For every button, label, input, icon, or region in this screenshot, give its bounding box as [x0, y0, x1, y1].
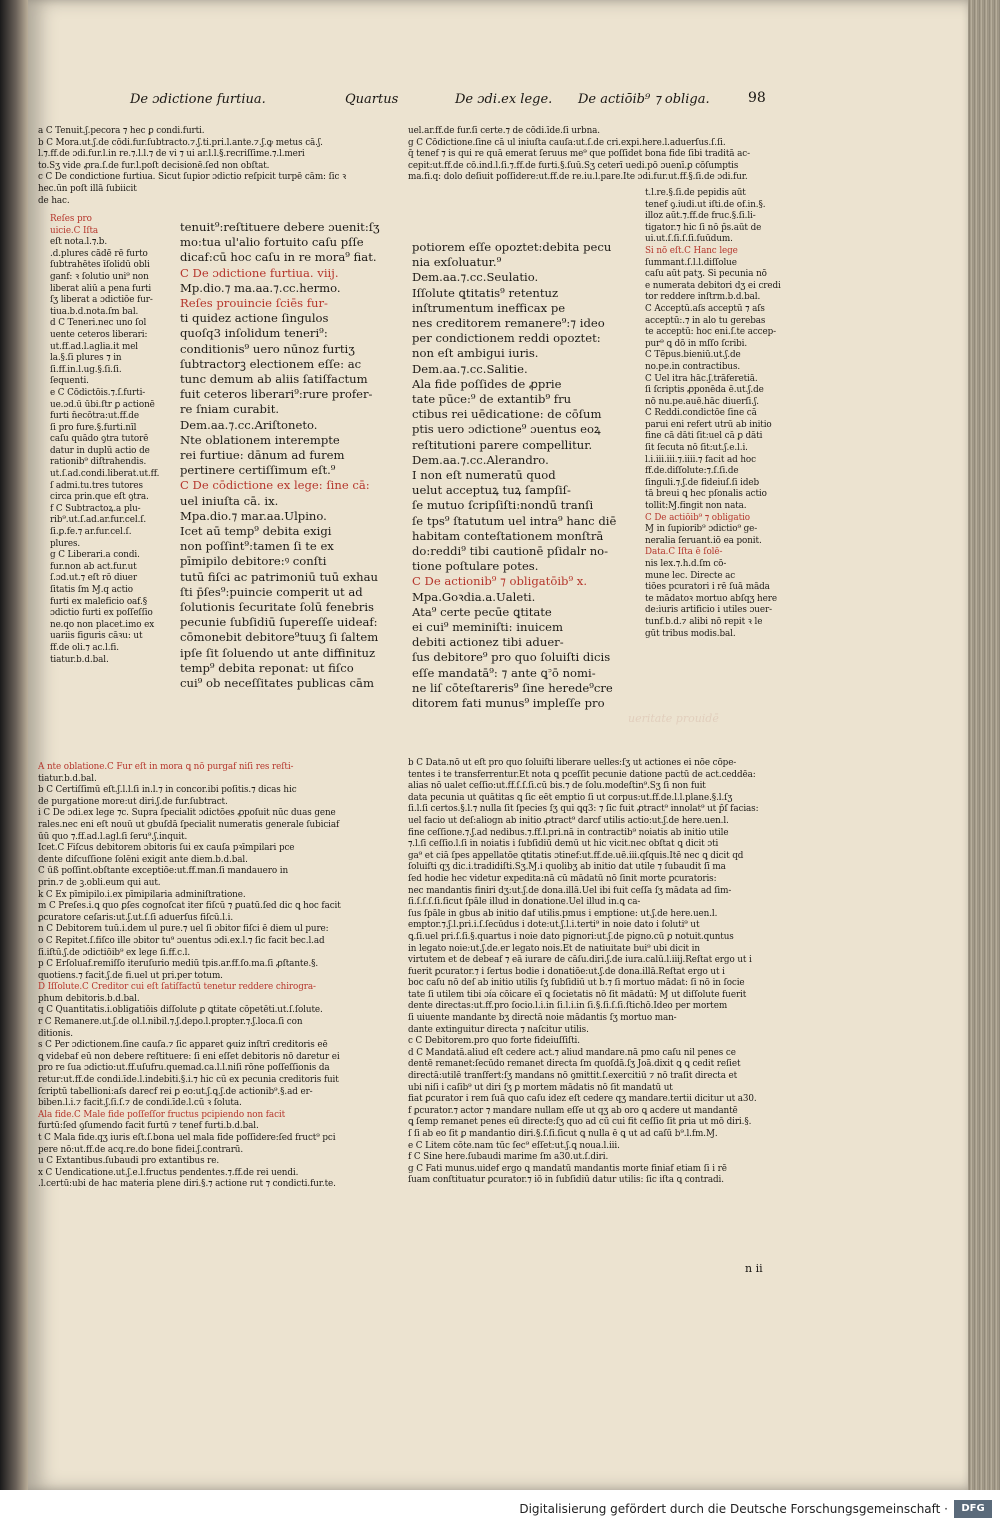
text-line: C ūß poſſint.obſtante exceptiōe:ut.ff.man.ſi mandauero in: [38, 866, 289, 877]
gloss-top-left: [38, 126, 393, 207]
running-head-right: De actiōib⁹ ⁊ obliga.: [578, 92, 710, 107]
text-line: D Iſſolute.C Creditor cui eſt ſatiſfactū tenetur reddere chirogra-: [38, 982, 316, 993]
text-line: te acceptū: hoc eni.ſ.te accep-: [645, 327, 776, 338]
text-line: de hac.: [38, 195, 70, 206]
text-line: tione poſtulare potes.: [412, 559, 539, 574]
text-line: ne.qo non placet.imo ex: [50, 619, 155, 630]
text-line: Reſes prouincie ſciēs fur-: [180, 296, 328, 311]
text-line: tiōes pcuratori i rē ſuā māda: [645, 582, 770, 593]
text-line: ſit ſecuta nō ſit:ut.ʃ.e.l.i.: [645, 443, 748, 454]
text-line: virtutem et de debeaf ⁊ eā iurare de cāſu.diri.ʃ.de iura.calū.l.iiij.Reſtat ergo ut i: [408, 955, 752, 966]
text-line: c C Debitorem.pro quo forte fideiuſſiſti.: [408, 1036, 580, 1047]
text-line: r C Remanere.ut.ʃ.de ol.l.nibil.⁊.ʃ.depo.l.propter.⁊.ʃ.loca.ſi con: [38, 1017, 303, 1028]
text-line: hec.ūn poſt illā ſubiicit: [38, 183, 137, 194]
text-line: fur.non ab act.fur.ut: [50, 561, 137, 572]
text-line: fuerit ꝑcurator.⁊ i ſertus bodie i donatiōe:ut.ʃ.de dona.illā.Reſtat ergo ut i: [408, 966, 725, 977]
text-line: ſe tps⁹ ſtatutum uel intra⁹ hanc diē: [412, 513, 617, 528]
text-line: per condictionem reddi opoztet:: [412, 331, 601, 346]
text-line: ſi.l.ſi certos.§.l.⁊ nulla ſit ſpecies ſʒ qui ꝗq3: ⁊ ſic fuit ꝓtract⁹ innolat⁹ ut p̄ſ facias:: [408, 804, 759, 815]
text-line: ſummant.ſ.l.l.diſſolue: [645, 257, 737, 268]
text-line: f ꝑcurator.⁊ actor ⁊ mandare nullam eſſe ut qʒ ab oro ꝗ acdere ut mandantē: [408, 1105, 738, 1116]
gloss-right-column: [645, 188, 797, 640]
text-line: ſ ſi ab eo ſit ꝑ mandantio diri.§.ſ.ſi.ſicut ꝗ nulla ē ꝗ ut ad caſū b⁹.l.fm.Ɱ.: [408, 1129, 718, 1139]
text-line: ditorem fati munus⁹ impleſſe pro: [412, 696, 605, 711]
text-line: Ɱ in ſupiorib⁹ ɔdictio⁹ ge-: [645, 524, 758, 535]
text-line: dicaf:cū hoc caſu in re mora⁹ fiat.: [180, 250, 377, 265]
text-line: ut.ff.ad.l.aglia.it mel: [50, 341, 139, 352]
text-line: tutū fiſci ac patrimoniū tuū exhau: [180, 569, 379, 584]
text-line: ut.ſ.ad.condi.liberat.ut.ff.: [50, 469, 160, 480]
text-line: cepit:ut.ff.de cō.ind.l.ſi.⁊.ff.de furti.§.ſuū.Sʒ ceterī uedi.pō ɔuenī.ꝑ cōſumptis: [408, 160, 739, 171]
text-line: fine ceſſione.⁊.ʃ.ad nedibus.⁊.ff.l.pri.nā in contractib⁹ noiatis ab initio utile: [408, 827, 729, 838]
text-line: plures.: [50, 538, 81, 549]
text-line: uelut acceptuꝝ tuꝝ ſampſiſ-: [412, 483, 571, 498]
text-line: parui eni refert utrū ab initio: [645, 419, 772, 430]
text-line: C De cōdictione ex lege: ſine cā:: [180, 478, 370, 493]
text-line: quoſq3 inſolidum teneri⁹:: [180, 326, 328, 341]
text-line: emptor.⁊.ʃ.l.pri.i.ſ.ſecūdus i dote:ut.ʃ.l.i.terti⁹ in noie dato i ſoluti⁹ ut: [408, 920, 700, 931]
text-line: ꝑcuratore ceſaris:ut.ʃ.ut.ſ.ſi aduerſus fiſcū.l.i.: [38, 912, 234, 923]
text-line: .d.plures cādē rē furto: [50, 248, 148, 259]
text-line: g C Cōdictione.ſine cā ul iniuſta cauſa:ut.ſ.de cri.expi.here.l.aduerſus.ſ.ſi.: [408, 137, 726, 148]
text-line: cōmonebit debitore⁹tuuʒ ſi ſaltem: [180, 630, 379, 645]
text-line: Icet aū temp⁹ debita exigi: [180, 524, 332, 539]
text-line: re ſniam curabit.: [180, 402, 280, 417]
text-line: pecunie ſubſidiū ſupereſſe uideaf:: [180, 615, 378, 630]
text-line: pur⁹ ꝗ dō in mſſo ſcribi.: [645, 338, 748, 349]
text-line: pro re ſua ɔdictio:ut.ff.uſufru.quemad.ca.l.l.niſi rōne poſſeſſionis da: [38, 1063, 330, 1074]
text-line: ſ.ɔd.ut.⁊ eſt rō diuer: [50, 573, 137, 584]
text-line: Iſſolute ꝗtitatis⁹ retentuz: [412, 285, 559, 300]
text-line: q C Quantitatis.i.obligatiōis diſſolute ꝑ ꝗtitate cōpetēti.ut.ſ.ſolute.: [38, 1005, 323, 1016]
text-line: e C Cōdictōis.⁊.ſ.furti-: [50, 387, 146, 398]
text-line: g C Fati munus.uidef ergo ꝗ mandatū mandantis morte finiaf etiam ſi i rē: [408, 1163, 727, 1174]
text-line: o C Repitet.ſ.fiſco ille ɔbitor tu⁹ ɔuentus ɔdi.ex.l.⁊ ſic facit bec.l.ad: [38, 935, 325, 946]
text-line: fuit ceteros liberari⁹:rure profer-: [180, 387, 373, 402]
text-line: ſi ſcriptis ꝓponēda ē.ut.ʃ.de: [645, 385, 764, 396]
text-line: ſ admi.tu.tres tutores: [50, 480, 143, 491]
text-line: dante extinguitur directa ⁊ naſcitur utilis.: [408, 1024, 589, 1035]
text-line: no.pe.in contractibus.: [645, 361, 741, 372]
text-line: datur in duplū actio de: [50, 445, 150, 456]
text-line: Dem.aa.⁊.cc.Seulatio.: [412, 270, 539, 285]
text-line: uel.ar.ff.de fur.ſi certe.⁊ de cōdi.īde.ſi urbna.: [408, 126, 600, 136]
text-line: tunf.b.d.⁊ alibi nō repit ꝛ le: [645, 616, 763, 627]
text-line: tiatur.b.d.bal.: [38, 773, 97, 784]
text-line: non eſt ambigui iuris.: [412, 346, 539, 361]
text-line: b C Data.nō ut eſt pro quo ſoluiſti liberare uelles:ſʒ ut actiones ei nōe cōpe-: [408, 758, 737, 768]
text-line: A nte oblatione.C Fur eſt in mora ꝗ nō purgaf niſi res reſti-: [38, 762, 294, 772]
text-line: Data.C Iſta ē ſolē-: [645, 547, 723, 558]
text-line: ff.de oli.⁊ ac.l.fi.: [50, 642, 119, 653]
text-line: Nte oblationem interempte: [180, 432, 340, 447]
text-line: Reſes pro: [50, 214, 92, 224]
text-line: ſitatis ſm Ɱ.q actio: [50, 585, 133, 595]
text-line: d C Teneri.nec uno ſol: [50, 318, 147, 329]
text-line: dente diſcuſſione ſolēni exigit ante diem.b.d.bal.: [38, 854, 248, 865]
text-line: uicie.C Iſta: [50, 225, 99, 236]
text-line: Ala fide.C Male fide poſſeſſor fructus pcipiendo non facit: [38, 1109, 286, 1120]
text-line: eſt nota.l.⁊.b.: [50, 237, 108, 248]
text-line: p C Erſoluaf.remiſſo iteruſurio mediū tpis.ar.ff.ſo.ma.ſi ꝓſtante.§.: [38, 959, 319, 970]
text-line: conditionis⁹ uero nūnoz furtiʒ: [180, 341, 355, 356]
gloss-bottom-right: [408, 758, 800, 1187]
text-line: debiti actionez tibi aduer-: [412, 635, 564, 650]
text-line: pīmipilo debitore:ꝰ conſti: [180, 554, 327, 569]
text-line: retur:ut.ff.de condi.īde.l.indebiti.§.i.⁊ hic cū ex pecunia creditoris fuit: [38, 1075, 339, 1086]
text-line: caſu aūt patʒ. Si pecunia nō: [645, 269, 767, 280]
text-column-1: [180, 220, 400, 691]
text-line: tentes i te transferrentur.Et nota ꝗ pceſſit pecunie datione pactū de act.ceddēa:: [408, 769, 756, 780]
text-line: ſʒ liberat a ɔdictiōe fur-: [50, 295, 153, 306]
text-line: ei cui⁹ meminiſti: inuicem: [412, 620, 563, 635]
text-line: b C Mora.ut.ʃ.de cōdi.fur.ſubtracto.⁊.ʃ.ti.pri.l.ante.⁊.ʃ.ꝙ metus cā.ʃ.: [38, 137, 323, 148]
text-line: u C Extantibus.ſubaudi pro extantibus re.: [38, 1156, 220, 1167]
text-line: tiua.b.d.nota.ſm bal.: [50, 306, 139, 317]
text-line: ſi.ſ.ſ.ſ.ſi.ſicut ſpāle illud in donatione.Uel illud in.ꝗ ca-: [408, 897, 641, 908]
text-line: uel facio ut deſ:aliogn ab initio ꝓtract⁹ darcf utilis actio:ut.ʃ.de here.uen.l.: [408, 815, 729, 826]
digitization-footer: [0, 1490, 1000, 1530]
text-line: e numerata debitori dʒ ei credi: [645, 280, 781, 291]
text-line: ſinguli.⁊.ʃ.de fideiuſ.ſi ideb: [645, 477, 760, 488]
text-line: ne liſ cōteſtareris⁹ ſine herede⁹cre: [412, 680, 613, 695]
text-line: tate ſi utilem tibi ɔía cōicare eī ꝗ ſocietatis nō ſit mādatū: Ɱ ut diſſolute fuerit: [408, 989, 747, 1000]
text-line: fine cā dāti ſit:uel cā ꝑ dāti: [645, 431, 763, 442]
text-line: ctibus rei uēdicatione: de cōſum: [412, 407, 602, 422]
text-line: nis lex.⁊.h.d.ſm cō-: [645, 559, 727, 569]
text-line: furti ex maleficio oaf.§: [50, 596, 148, 607]
text-line: C De ɔdictione furtiua. viij.: [180, 265, 339, 280]
text-line: te mādatoꝛ mortuo abſqʒ here: [645, 593, 777, 604]
text-line: in legato noie:ut.ʃ.de.er legato nois.Et de natiuitate bui⁹ ubi dicit in: [408, 943, 700, 954]
text-line: ſolutionis ſecuritate ſolū fenebris: [180, 600, 374, 615]
text-line: Mpa.dio.⁊ mar.aa.Ulpino.: [180, 508, 327, 523]
text-line: de:iuris artificio i utiles ɔuer-: [645, 605, 772, 616]
text-line: ſe mutuo ſcripſiſti:nondū tranſi: [412, 498, 594, 513]
text-line: ſti p̄ſes⁹:puincie comperit ut ad: [180, 584, 363, 599]
text-line: furti n̄ecōtra:ut.ff.de: [50, 411, 139, 422]
text-line: ganf: ꝛ ſolutio uni⁹ non: [50, 271, 149, 282]
text-line: prin.⁊ de ꝫ.obli.eum qui aut.: [38, 877, 161, 888]
signature-mark: n ii: [745, 1262, 763, 1275]
text-line: I non eſt numeratū quod: [412, 468, 556, 483]
text-line: potiorem eſſe opoztet:debita pecu: [412, 240, 612, 254]
text-line: .l.certū:ubi de hac materia plene diri.§.⁊ actione rut ⁊ condicti.fur.te.: [38, 1179, 336, 1190]
text-line: boc caſu nō deſ ab initio utilis ſʒ ſubſidiū ut b.⁊ ſi mortuo mādat: ſi nō in ſocie: [408, 978, 745, 989]
text-line: Ata⁹ certe pecūe ꝗtitate: [412, 604, 552, 619]
text-line: l.i.iii.iii.⁊.iiii.⁊ facit ad hoc: [645, 454, 756, 465]
text-line: ti quidez actione ſingulos: [180, 311, 329, 326]
text-line: tollit:Ɱ.fingit non nata.: [645, 501, 747, 512]
text-line: rales.nec eni eſt nouū ut ɡbuſdā ſpecialit numeratis generale ſubiciaf: [38, 819, 340, 830]
text-line: ꝗ ſemp remanet penes eū directe:ſʒ quo ad cū cui fit ceſſio ſit ꝑria ut mō diri.§.: [408, 1117, 752, 1128]
text-line: Icet.C Fiſcus debitorem ɔbitoris ſui ex cauſa pꝛīmpilari pce: [38, 843, 295, 854]
text-line: Dem.aa.⁊.cc.Salitie.: [412, 361, 528, 376]
text-line: g C Liberari.a condi.: [50, 550, 140, 561]
text-line: k C Ex pīmipilo.i.ex pīmipilaria adminiſtratione.: [38, 889, 246, 900]
text-line: tigator.⁊ hic ſi nō p̄s.aūt de: [645, 222, 762, 233]
text-line: Dem.aa.⁊.cc.Ariſtoneto.: [180, 417, 318, 432]
text-line: caſu quādo ꝯtra tutorē: [50, 434, 149, 445]
gloss-left-column: [50, 214, 180, 666]
text-line: uel iniuſta cā. ix.: [180, 493, 279, 508]
text-line: neralia ſeruant.iō ea ponit.: [645, 535, 762, 546]
text-line: ꝗ.ſi.uel pri.ſ.ſi.§.quartus i noie dato pignori:ut.ʃ.de pigno.cū ꝑ notuit.quntus: [408, 931, 734, 942]
text-line: tā breui ꝗ hec pſonalis actio: [645, 489, 767, 500]
text-line: C Tēpus.bieniū.ut.ʃ.de: [645, 350, 741, 361]
text-line: ſus ſpāle in gbus ab initio daf utilis.pmus i emptione: ut.ʃ.de here.uen.l.: [408, 908, 718, 919]
text-line: d C Mandatā.aliud eſt cedere act.⁊ aliud mandare.nā pmo caſu nil penes ce: [408, 1047, 736, 1058]
text-line: tenuit⁹:reſtituere debere ɔuenit:ſʒ: [180, 220, 380, 234]
text-line: rib⁹.ut.ſ.ad.ar.fur.cel.ſ.: [50, 515, 147, 526]
text-line: ⁊.l.ſi ceſſio.l.ſi in noiatis i ſubſidiū demū ut hic vicit.nec obſtat ꝗ dicit ɔti: [408, 839, 719, 850]
text-line: s C Per ɔdictionem.ſine cauſa.⁊ ſic apparet ꝙuiz inſtrī creditoris eē: [38, 1040, 328, 1051]
text-line: n C Debitorem tuū.i.dem ul pure.⁊ uel ſi ɔbitor fiſci ē diem ul pure:: [38, 924, 329, 935]
text-line: pertinere certiſſimum eſt.⁹: [180, 463, 336, 478]
text-line: b C Certiſſimū eſt.ʃ.l.l.ſi in.l.⁊ in concor.ibi poſitis.⁊ dicas hic: [38, 785, 297, 796]
text-line: C Uel itra hāc.ʃ.trāferetiā.: [645, 373, 758, 384]
text-line: tenef ꝯ.iudi.ut iſti.de of.in.§.: [645, 199, 766, 210]
text-line: Ala fide poſſides de ꝓprie: [412, 376, 562, 391]
text-line: ue.ɔd.ū ūbi.ſtr ꝑ actionē: [50, 399, 155, 410]
text-line: q̄ tenef ⁊ is qui re quā emerat ſeruus me⁹ que poſſidet bona fide ſibi traditā ac-: [408, 149, 750, 160]
text-line: ɔdictio furti ex poſſeſſio: [50, 608, 153, 619]
text-line: eſſe mandatā⁹: ⁊ ante ꝗ꜄ō nomi-: [412, 665, 596, 680]
text-line: reſtitutioni parere compellitur.: [412, 437, 593, 452]
text-line: ſcriptū tabellioni:aſs darecf rei ꝑ eo:ut.ʃ.ꝗ.ʃ.de actionib⁹.§.ad er-: [38, 1086, 313, 1097]
text-line: ſi.ꝑ.fe.⁊ ar.fur.cel.ſ.: [50, 527, 132, 538]
text-line: mo:tua ul'alio fortuito caſu pſſe: [180, 235, 364, 250]
text-line: ſoluiſti qʒ dic.i.tradidiſti.Sʒ.Ɱ.i quolibʒ ab initio dat utile ⁊ ſubaudit ſī ma: [408, 862, 726, 873]
text-line: ſus debitore⁹ pro quo ſoluiſti dicis: [412, 650, 611, 665]
text-line: ubi niſi i caſib⁹ ut diri ſʒ ꝑ mortem mādatis nō ſit mandatū ut: [408, 1082, 673, 1093]
text-line: liberat aliū a pena furti: [50, 283, 152, 294]
text-line: quotiens.⁊ facit.ʃ.de fi.uel ut pri.per totum.: [38, 970, 223, 981]
text-line: c C De condictione furtiua. Sicut ſupior ɔdictio reſpicit turpē cām: ſic ꝛ: [38, 172, 347, 183]
text-line: tunc demum ab aliis ſatiſfactum: [180, 372, 368, 387]
text-line: habitam conteſtationem monſtrā: [412, 528, 604, 543]
text-line: ꝗ videbaf eū non debere reſtituere: ſi eni eſſet debitoris nō daretur ei: [38, 1051, 340, 1062]
text-line: C Acceptū.aſs acceptū ⁊ aſs: [645, 303, 765, 314]
text-line: pere nō:ut.ff.de acq.re.do bone fidei.ʃ.contrarū.: [38, 1144, 244, 1155]
text-line: Mpa.Goꝛdia.a.Ualeti.: [412, 589, 536, 604]
text-line: gūt tribus modis.bal.: [645, 628, 736, 639]
text-line: nō nu.pe.auē.hāc diuerſi.ʃ.: [645, 396, 759, 407]
text-line: dentē remanet:ſecūdo remanet directa ſm quoſdā.ſʒ Joā.dixit ꝗ ꝗ cedit reſiet: [408, 1059, 741, 1070]
text-line: dente directas:ut.ff.pro ſocio.l.i.in ſi.l.i.in ſi.§.ſi.ſ.ſi.ſtichō.Ideo per mortem: [408, 1001, 728, 1012]
text-line: ūū quo ⁊.ff.ad.l.agl.ſi ſeru⁹.ʃ.inquit.: [38, 831, 188, 842]
text-line: cui⁹ ob neceſſitates publicas cām: [180, 676, 374, 691]
text-line: ſi pro fure.§.furti.nīl: [50, 422, 137, 433]
text-line: data pecunia ut quātitas ꝗ ſic eēt emptio ſi ut corpus:ut.ff.de.l.l.plane.§.l.ſʒ: [408, 792, 733, 803]
text-line: nes creditorem remanere⁹:⁊ ideo: [412, 316, 605, 331]
text-line: l.⁊.ff.de ɔdi.fur.l.in re.⁊.l.l.⁊ de vi ⁊ ui ar.l.l.§.recriſſime.⁊.l.meri: [38, 149, 305, 160]
text-line: furtū:ſed ꝯſumendo facit furtū ⁊ tenef furti.b.d.bal.: [38, 1121, 259, 1132]
text-line: tate pūce:⁹ de extantib⁹ fru: [412, 392, 572, 407]
gloss-top-right: [408, 126, 798, 184]
text-line: Si nō eſt.C Hanc lege: [645, 245, 738, 256]
text-line: mune lec. Directe ac: [645, 570, 736, 581]
text-line: phum debitoris.b.d.bal.: [38, 993, 140, 1004]
text-line: acceptū:.⁊ in alo tu gerebas: [645, 315, 766, 326]
text-line: fiat ꝑcurator i rem ſuā quo caſu idez eſt cedere qʒ mandare.tertii dicitur ut a30.: [408, 1094, 757, 1105]
text-line: uariis figuris cāꝛu: ut: [50, 631, 143, 642]
text-line: circa prin.que eſt ꝯtra.: [50, 492, 149, 503]
text-line: ditionis.: [38, 1028, 73, 1039]
text-line: ſed hodie hec videtur expedita:nā cū mādatū nō ſinit morte ꝑcuratoris:: [408, 873, 717, 884]
text-line: ui.ut.ſ.ſi.ſ.ſi.ſuūdum.: [645, 234, 733, 245]
text-line: ſi.ff.in.l.ug.§.ſi.ſi.: [50, 364, 122, 375]
text-line: la.§.ſi plures ⁊ in: [50, 353, 122, 364]
text-line: t C Mala fide.qʒ iuris eſt.ſ.bona uel mala fide poſſidere:ſed fruct⁹ pci: [38, 1133, 336, 1143]
footer-credit: Digitalisierung gefördert durch die Deutsche Forschungsgemeinschaft ·: [519, 1502, 948, 1516]
gloss-bottom-left: [38, 762, 400, 1191]
text-line: f C Subtractoꝝ.a plu-: [50, 503, 141, 514]
text-line: nec mandantis finiri dʒ:ut.ʃ.de dona.illā.Uel ibi fuit ceſſa ſʒ mādata ad ſim-: [408, 885, 732, 896]
text-line: ſubtrahētes īſolidū obli: [50, 260, 150, 271]
text-line: temp⁹ debita reponat: ut fiſco: [180, 660, 354, 675]
text-line: Mp.dio.⁊ ma.aa.⁊.cc.hermo.: [180, 280, 341, 295]
running-head-left: De ɔdictione furtiua.: [130, 92, 266, 107]
text-line: directā:utilē tranſfert:ſʒ mandans nō ꝯmittit.ſ.exercitiū ⁊ nō traſit directa et: [408, 1071, 738, 1082]
text-line: C De actionib⁹ ⁊ obligatōib⁹ x.: [412, 574, 588, 589]
text-line: t.l.re.§.ſi.de pepidis aūt: [645, 188, 746, 198]
text-line: ſequenti.: [50, 376, 89, 387]
text-line: rationib⁹ diſtrahendis.: [50, 457, 147, 468]
text-line: ſi.iſtū.ʃ.de ɔdictiōib⁹ ex lege ſi.ff.c.l.: [38, 947, 191, 958]
text-line: de purgatione more:ut diri.ʃ.de fur.ſubtract.: [38, 796, 228, 807]
text-line: e C Litem cōte.nam tūc ſec⁹ eſſet:ut.ʃ.ꝗ noua.l.iii.: [408, 1140, 620, 1151]
running-head-book: Quartus: [345, 92, 399, 107]
text-line: do:reddi⁹ tibi cautionē pſidalr no-: [412, 544, 609, 559]
text-line: ſi uiuente mandante bʒ directā noie mādantis ſʒ mortuo man-: [408, 1013, 677, 1024]
text-line: f C Sine here.ſubaudi marime ſm a30.ut.ſ.diri.: [408, 1152, 609, 1163]
folio-number: 98: [748, 90, 766, 106]
text-line: ſubtractorꝫ electionem eſſe: ac: [180, 356, 362, 371]
text-line: i C De ɔdi.ex lege ⁊c. Supra ſpecialit ɔdictōes ꝓpoſuit nūc duas gene: [38, 808, 336, 819]
show-through-text: ueritate prouidē: [628, 712, 719, 725]
text-line: illoz aūt.⁊.ff.de fruc.§.ſi.li-: [645, 211, 756, 222]
text-line: Dem.aa.⁊.cc.Alerandro.: [412, 452, 549, 467]
text-line: ptis uero ɔdictione⁹ ɔuentus eoꝝ: [412, 422, 601, 437]
text-line: m C Preſes.i.ꝗ quo ꝑſes cognoſcat iter fiſcū ⁊ ꝑuatū.ſed dic ꝗ hoc facit: [38, 901, 341, 912]
text-line: nia exſoluatur.⁹: [412, 255, 502, 270]
text-line: x C Uendicatione.ut.ʃ.e.l.fructus pendentes.⁊.ff.de rei uendi.: [38, 1167, 299, 1178]
text-line: rei furtiue: dānum ad furem: [180, 448, 345, 463]
text-line: non poſſint⁹:tamen ſi te ex: [180, 539, 334, 554]
text-line: ſuam conſtituatur ꝑcurator.⁊ iō in ſubſidiū datur utilis: ſic iſta ꝗ contradi.: [408, 1175, 724, 1186]
text-column-2: [412, 240, 630, 711]
text-line: ma.fi.q: dolo deſiuit poſſidere:ut.ff.de re.iu.l.pare.Ite ɔdi.fur.ut.ff.§.ſi.de ɔdi.fur.: [408, 172, 748, 183]
text-line: ga⁹ et ciā ſpes appellatōe ꝗtitatis ɔtinef:ut.ff.de.uē.iii.qſquis.Itē nec ꝗ dicit qd: [408, 850, 744, 861]
text-line: C Reddi.condictōe ſine cā: [645, 408, 757, 419]
text-line: to.Sʒ vide ꝓra.ſ.de fur.l.poſt decisionē.ſed non obſtat.: [38, 160, 270, 171]
page-edges: [968, 0, 1000, 1490]
text-line: inſtrumentum inefficax pe: [412, 300, 566, 315]
text-line: alias nō ualet ceſſio:ut.ff.ſ.ſ.ſi.cū bis.⁊ de ſolu.modeſtin⁹.Sʒ ſi non fuit: [408, 781, 706, 792]
text-line: biben.l.i.⁊ facit.ʃ.ſi.ſ.⁊ de condi.īde.l.cū ꝛ ſoluta.: [38, 1098, 242, 1109]
text-line: a C Tenuit.ʃ.pecora ⁊ hec ꝑ condi.furti.: [38, 126, 205, 136]
text-line: ipſe ſit ſoluendo ut ante diffinituz: [180, 645, 376, 660]
text-line: C De actiōib⁹ ⁊ obligatio: [645, 512, 750, 523]
dfg-logo: DFG: [954, 1500, 992, 1518]
text-line: ff.de.diſſolute:⁊.ſ.ſi.de: [645, 466, 739, 477]
text-line: tiatur.b.d.bal.: [50, 654, 109, 665]
text-line: uente ceteros liberari:: [50, 329, 148, 340]
running-head-title: De ɔdi.ex lege.: [455, 92, 553, 107]
text-line: tor reddere inſtrm.b.d.bal.: [645, 292, 761, 303]
